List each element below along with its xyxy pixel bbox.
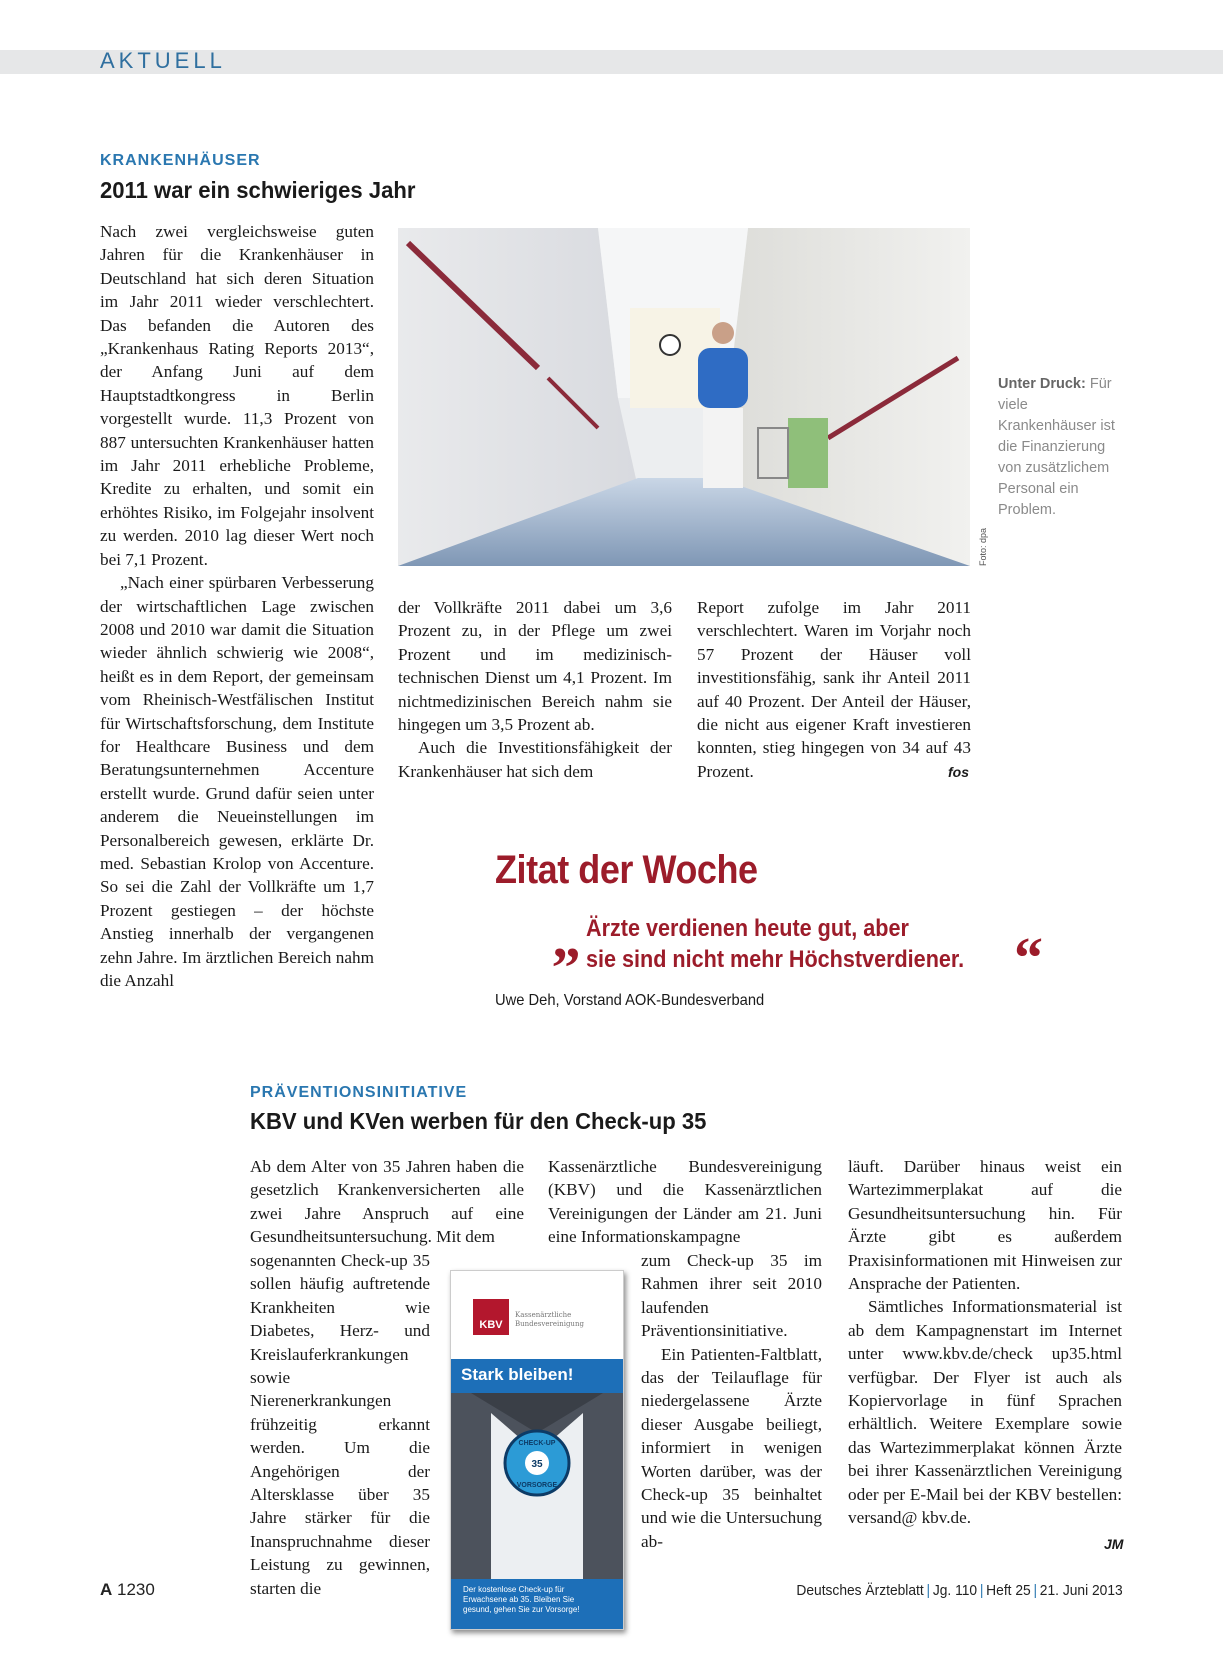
article-title: 2011 war ein schwieriges Jahr	[100, 177, 416, 203]
paragraph: „Nach einer spürbaren Verbesserung der wirtschaftlichen Lage zwischen 2008 und 2010 war damit die Situation wieder ähnlich schwierig wie 2008“, heißt es in dem Report, der gemeinsam vom Rheinisch-Westfälischen Institut für Wirtschaftsforschung, dem Institute for Healthcare Business und dem Beratungsunternehmen Accenture erstellt wurde. Grund dafür seien unter anderem die Neueinstellungen im Personalbereich gewesen, erklärte Dr. med. Sebastian Krolop von Accenture. So sei die Zahl der Vollkräfte um 1,7 Prozent gestiegen – der höchste Anstieg innerhalb der vergangenen zehn Jahre. Im ärztlichen Bereich nahm die Anzahl	[100, 573, 374, 990]
article-kicker: KRANKENHÄUSER	[100, 152, 261, 169]
article-column-1	[100, 220, 374, 992]
paragraph: Nach zwei vergleichsweise guten Jahren für die Krankenhäuser in Deutschland hat sich deren Situation im Jahr 2011 wieder verschlechtert. Das befanden die Autoren des „Krankenhaus Rating Reports 2013“, der Anfang Juni auf dem Hauptstadtkongress in Berlin vorgestellt wurde. 11,3 Prozent von 887 untersuchten Krankenhäuser hatten im Jahr 2011 erhebliche Probleme, Kredite zu erhalten, und somit ein erhöhtes Risiko, im Folgejahr insolvent zu werden. 2010 lag dieser Wert noch bei 7,1 Prozent.	[100, 222, 374, 569]
article-column-2-wrap	[641, 1249, 822, 1553]
photo-caption	[998, 374, 1128, 521]
caption-text: Für viele Krankenhäuser ist die Finanzierung von zusätzlichem Personal ein Problem.	[998, 376, 1115, 518]
photo-credit: Foto: dpa	[978, 527, 988, 566]
article-column-2	[548, 1155, 822, 1249]
org-name: Kassenärztliche Bundesvereinigung	[515, 1311, 584, 1328]
paragraph: der Vollkräfte 2011 dabei um 3,6 Prozent zu, in der Pflege um zwei Prozent und im medizinisch-technischen Dienst um 4,1 Prozent. Im nichtmedizinischen Bereich nahm sie hingegen um 3,5 Prozent ab.	[398, 598, 672, 735]
section-label: AKTUELL	[100, 48, 226, 73]
paragraph: sogenannten Check-up 35 sollen häufig auftretende Krankheiten wie Diabetes, Herz- und Kreislauferkrankungen sowie Nierenerkrankungen frühzeitig erkannt werden. Um die Angehörigen der Altersklasse über 35 Jahre stärker für die Inanspruchnahme dieser Leistung zu gewinnen, starten die	[250, 1251, 430, 1598]
article-column-1-wrap	[250, 1249, 430, 1600]
quote-line-1: Ärzte verdienen heute gut, aber	[586, 915, 909, 942]
paragraph: zum Check-up 35 im Rahmen ihrer seit 2010 laufenden Präventionsinitiative.	[641, 1251, 822, 1341]
article-kicker: PRÄVENTIONSINITIATIVE	[250, 1084, 468, 1101]
article-column-1	[250, 1155, 524, 1249]
quote-line-2: sie sind nicht mehr Höchstverdiener.	[586, 946, 965, 973]
paragraph: Auch die Investitionsfähigkeit der Krankenhäuser hat sich dem	[398, 738, 672, 781]
article-column-3	[848, 1155, 1122, 1530]
open-quote-mark: „	[552, 905, 581, 970]
checkup-flyer-image	[450, 1270, 624, 1630]
svg-text:35: 35	[531, 1459, 543, 1470]
author-signature: JM	[1104, 1536, 1124, 1552]
superhero-shirt-illustration	[451, 1393, 623, 1579]
article-column-3	[697, 596, 971, 783]
svg-text:CHECK-UP: CHECK-UP	[518, 1440, 556, 1447]
quote-attribution: Uwe Deh, Vorstand AOK-Bundesverband	[495, 992, 765, 1009]
paragraph: Report zufolge im Jahr 2011 verschlechtert. Waren im Vorjahr noch 57 Prozent der Häuser voll investitionsfähig, sank ihr Anteil 2011 auf 40 Prozent. Der Anteil der Häuser, die nicht aus eigener Kraft investieren konnten, stieg hingegen von 34 auf 43 Prozent.	[697, 598, 971, 781]
caption-lead: Unter Druck:	[998, 376, 1086, 392]
paragraph: Kassenärztliche Bundesvereinigung (KBV) und die Kassenärztlichen Vereinigungen der Länder am 21. Juni eine Informationskampagne	[548, 1157, 822, 1247]
quote-heading: Zitat der Woche	[495, 848, 758, 892]
page-number: A 1230	[100, 1580, 155, 1599]
kbv-logo: KBV	[473, 1299, 509, 1335]
flyer-tagline: Der kostenlose Check-up für Erwachsene ab 35. Bleiben Sie gesund, gehen Sie zur Vorsorge!	[463, 1585, 580, 1614]
article-title: KBV und KVen werben für den Check-up 35	[250, 1108, 707, 1134]
author-signature: fos	[948, 764, 969, 780]
journal-info: Deutsches Ärzteblatt | Jg. 110 | Heft 25 | 21. Juni 2013	[796, 1582, 1123, 1599]
close-quote-mark: “	[1014, 925, 1043, 990]
flyer-banner: Stark bleiben!	[461, 1365, 574, 1384]
paragraph: läuft. Darüber hinaus weist ein Wartezimmerplakat auf die Gesundheitsuntersuchung hin. Für Ärzte gibt es außerdem Praxisinformationen mit Hinweisen zur Ansprache der Patienten.	[848, 1157, 1122, 1294]
svg-text:VORSORGE: VORSORGE	[516, 1482, 558, 1489]
article-column-2	[398, 596, 672, 783]
paragraph: Sämtliches Informationsmaterial ist ab dem Kampagnenstart im Internet unter www.kbv.de/check up35.html verfügbar. Der Flyer ist auch als Kopiervorlage in fünf Sprachen erhältlich. Weitere Exemplare sowie das Wartezimmerplakat können Ärzte bei ihrer Kassenärztlichen Vereinigung oder per E-Mail bei der KBV bestellen: versand@ kbv.de.	[848, 1297, 1122, 1528]
hospital-corridor-photo	[398, 228, 970, 566]
paragraph: Ab dem Alter von 35 Jahren haben die gesetzlich Krankenversicherten alle zwei Jahre Anspruch auf eine Gesundheitsuntersuchung. Mit dem	[250, 1157, 524, 1247]
paragraph: Ein Patienten-Faltblatt, das der Teilauflage für niedergelassene Ärzte dieser Ausgabe beiliegt, informiert in wenigen Worten darüber, was der Check-up 35 beinhaltet und wie die Untersuchung ab-	[641, 1344, 822, 1551]
